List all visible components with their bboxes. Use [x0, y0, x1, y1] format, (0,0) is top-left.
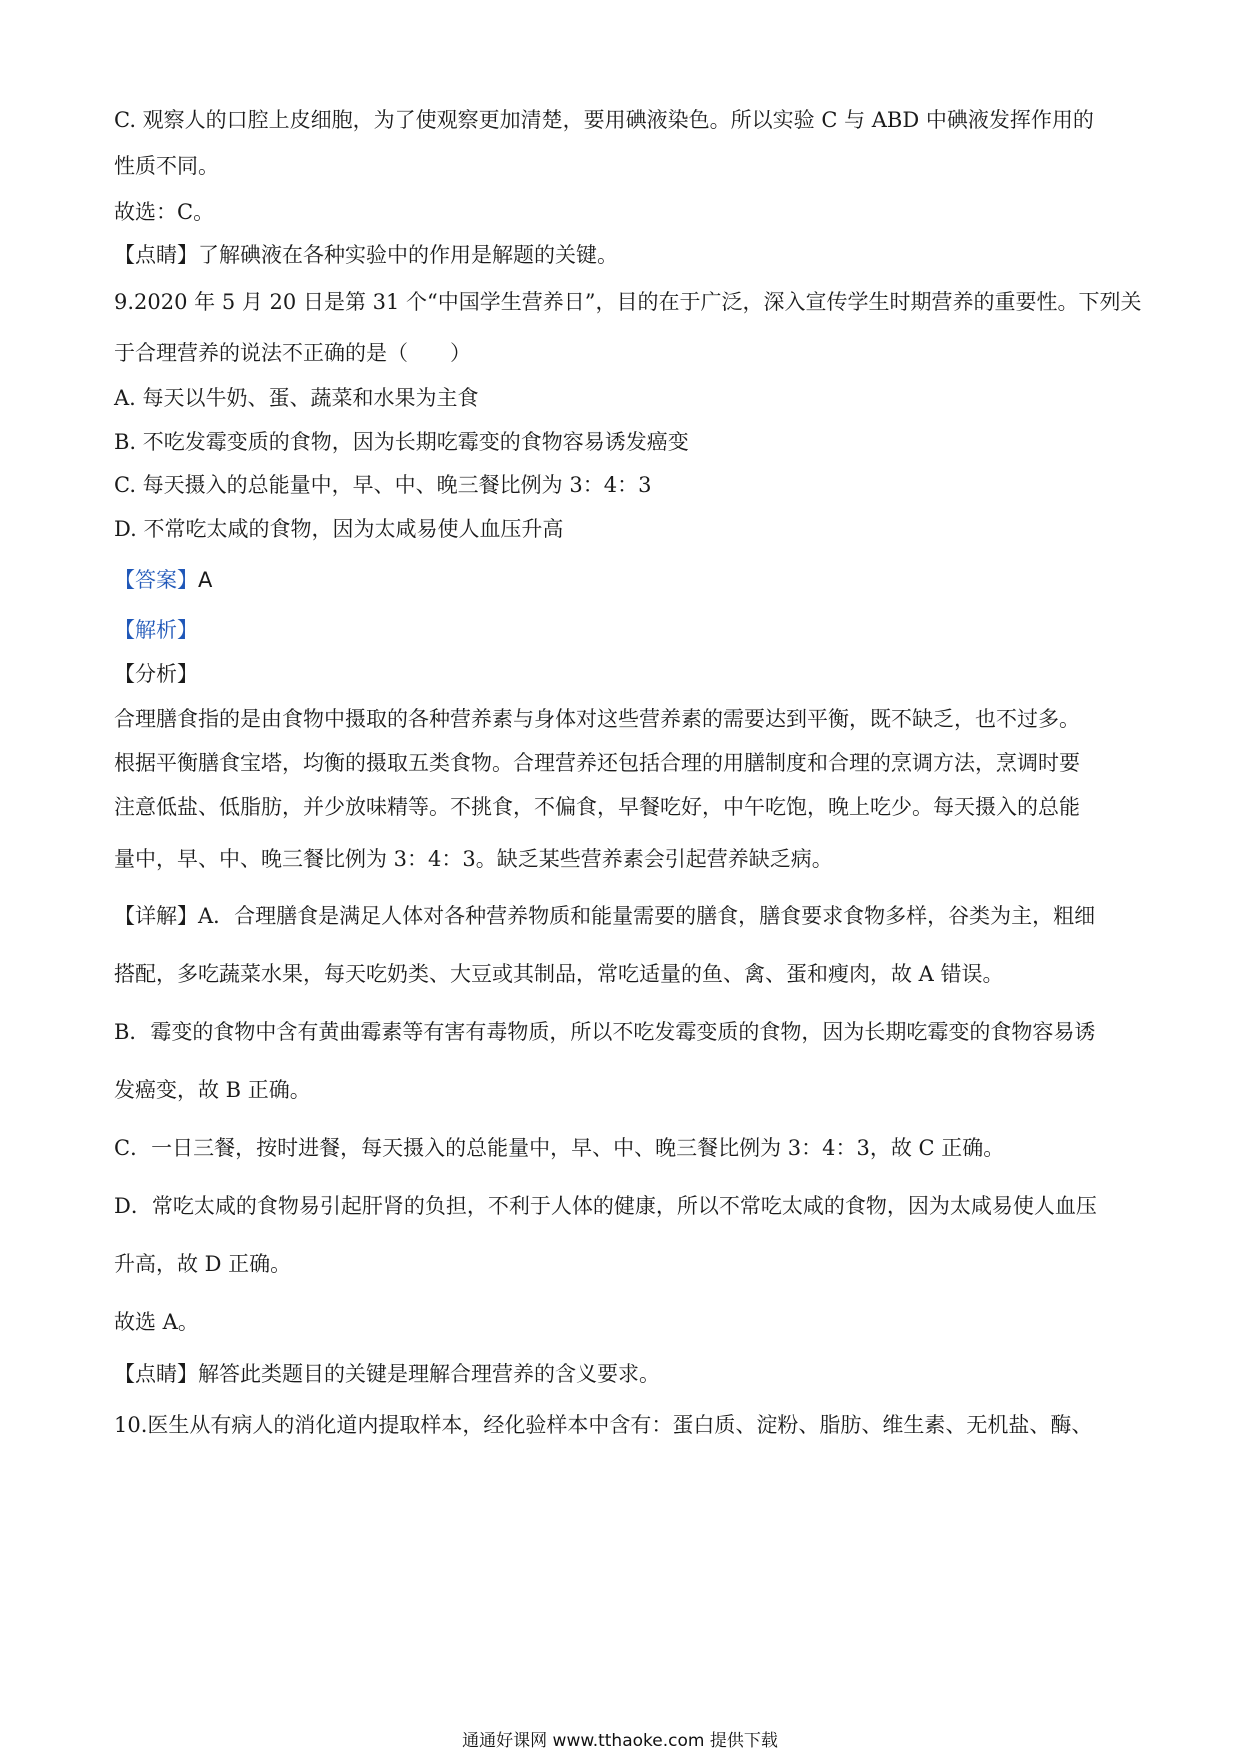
jiexi-tag: 【解析】	[114, 618, 198, 642]
detail-line-3: B．霉变的食物中含有黄曲霉素等有害有毒物质，所以不吃发霉变质的食物，因为长期吃霉变的食物容易诱	[114, 1020, 1096, 1044]
prev-dianjing-text: 了解碘液在各种实验中的作用是解题的关键。	[198, 243, 618, 267]
prev-choose: 故选：C。	[114, 200, 215, 224]
prev-dianjing-tag: 【点睛】	[114, 243, 198, 267]
fenxi-line-3: 注意低盐、低脂肪，并少放味精等。不挑食，不偏食，早餐吃好，中午吃饱，晚上吃少。每天摄入的总能	[114, 795, 1080, 819]
q9-dianjing: 【点睛】解答此类题目的关键是理解合理营养的含义要求。	[114, 1362, 660, 1386]
prev-option-c-line1: C. 观察人的口腔上皮细胞，为了使观察更加清楚，要用碘液染色。所以实验 C 与 ABD 中碘液发挥作用的	[114, 108, 1094, 132]
q9-stem-line2: 于合理营养的说法不正确的是（ ）	[114, 341, 471, 365]
detail-line-2: 搭配，多吃蔬菜水果，每天吃奶类、大豆或其制品，常吃适量的鱼、禽、蛋和瘦肉，故 A 错误。	[114, 962, 1004, 986]
detail-line-6: D．常吃太咸的食物易引起肝肾的负担，不利于人体的健康，所以不常吃太咸的食物，因为太咸易使人血压	[114, 1194, 1097, 1218]
fenxi-line-4: 量中，早、中、晚三餐比例为 3：4：3。缺乏某些营养素会引起营养缺乏病。	[114, 847, 833, 871]
fenxi-tag: 【分析】	[114, 662, 198, 686]
q9-choose: 故选 A。	[114, 1310, 199, 1334]
page-footer: 通通好课网 www.tthaoke.com 提供下载	[462, 1731, 778, 1751]
q10-stem-line1: 10.医生从有病人的消化道内提取样本，经化验样本中含有：蛋白质、淀粉、脂肪、维生素、无机盐、酶、	[114, 1413, 1093, 1437]
prev-option-c-line2: 性质不同。	[114, 154, 219, 178]
q9-option-d: D. 不常吃太咸的食物，因为太咸易使人血压升高	[114, 517, 564, 541]
answer-value: A	[198, 568, 213, 592]
fenxi-line-1: 合理膳食指的是由食物中摄取的各种营养素与身体对这些营养素的需要达到平衡，既不缺乏，也不过多。	[114, 707, 1080, 731]
q9-answer	[114, 566, 212, 594]
detail-line-5: C．一日三餐，按时进餐，每天摄入的总能量中，早、中、晚三餐比例为 3：4：3，故 C 正确。	[114, 1136, 1005, 1160]
q9-option-c: C. 每天摄入的总能量中，早、中、晚三餐比例为 3：4：3	[114, 473, 652, 497]
answer-tag: 【答案】	[114, 568, 198, 592]
q9-option-a: A. 每天以牛奶、蛋、蔬菜和水果为主食	[114, 386, 479, 410]
q9-stem-line1: 9.2020 年 5 月 20 日是第 31 个“中国学生营养日”，目的在于广泛，深入宣传学生时期营养的重要性。下列关	[114, 290, 1142, 314]
detail-line-4: 发癌变，故 B 正确。	[114, 1078, 311, 1102]
detail-line-7: 升高，故 D 正确。	[114, 1252, 292, 1276]
prev-dianjing	[114, 241, 618, 269]
fenxi-line-2: 根据平衡膳食宝塔，均衡的摄取五类食物。合理营养还包括合理的用膳制度和合理的烹调方法，烹调时要	[114, 751, 1080, 775]
detail-line-1: 【详解】A．合理膳食是满足人体对各种营养物质和能量需要的膳食，膳食要求食物多样，谷类为主，粗细	[114, 904, 1096, 928]
q9-option-b: B. 不吃发霉变质的食物，因为长期吃霉变的食物容易诱发癌变	[114, 430, 689, 454]
